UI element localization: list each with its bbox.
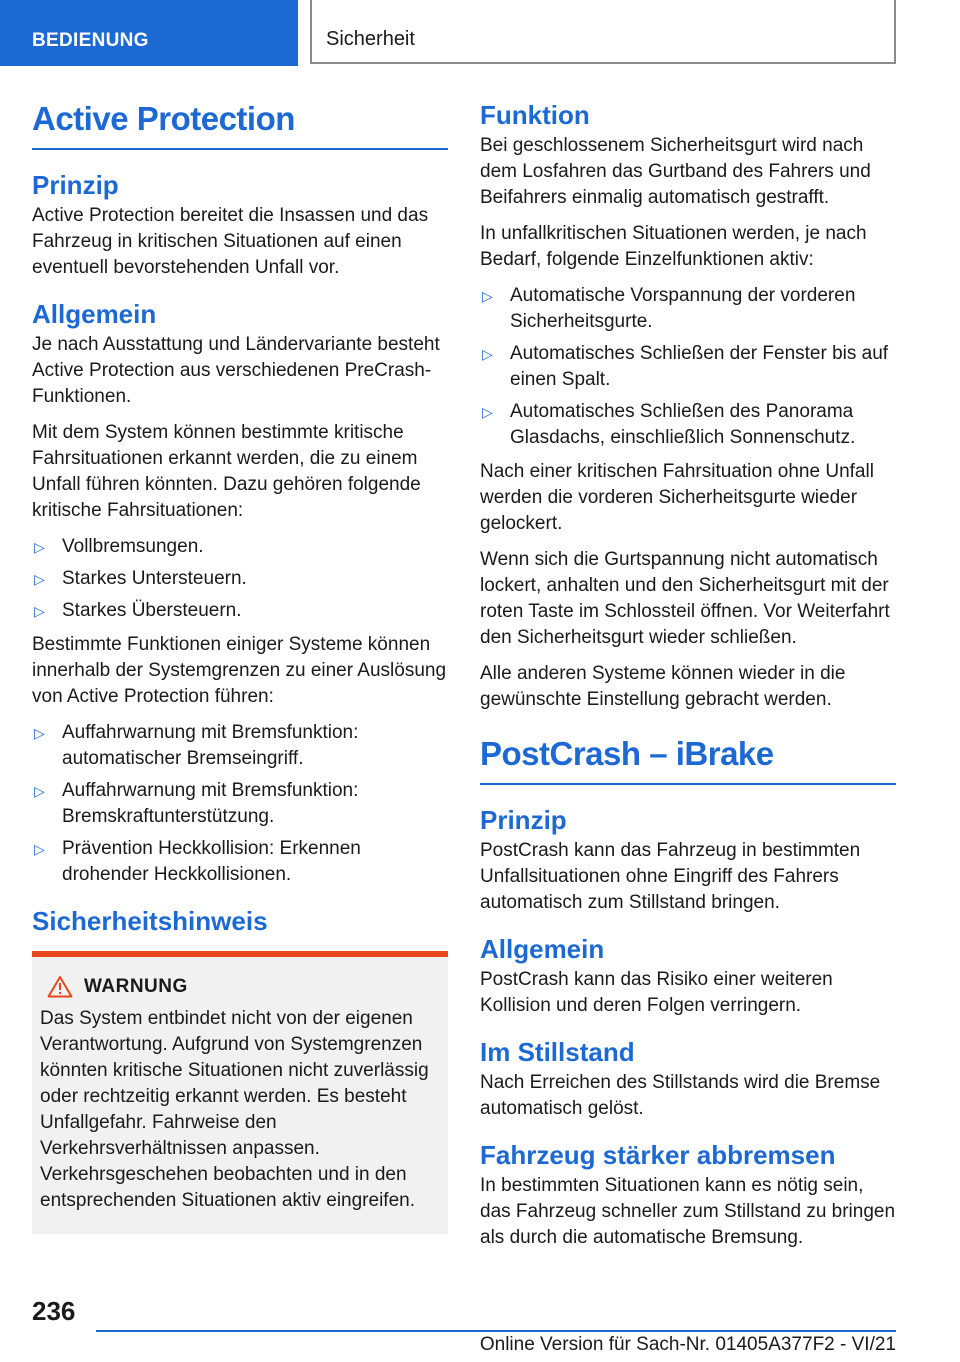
paragraph: Active Protection bereitet die Insassen und das Fahrzeug in kritischen Situationen auf einen eventuell bevorstehenden Unfall vor.	[32, 205, 429, 278]
list-item-text: Automatisches Schließen der Fenster bis auf einen Spalt.	[510, 343, 889, 390]
triangle-bullet-icon: ▷	[34, 603, 45, 619]
page-header	[0, 0, 960, 66]
heading-prinzip: Prinzip	[32, 170, 119, 200]
list-item-text: Automatisches Schließen des Panorama Glasdachs, einschließlich Sonnenschutz.	[510, 401, 856, 448]
section-staerker-abbremsen	[480, 1140, 896, 1251]
paragraph: In bestimmten Situationen kann es nötig sein, das Fahrzeug schneller zum Stillstand zu bringen als durch die automatische Bremsung.	[480, 1175, 896, 1248]
section-prinzip-postcrash	[480, 805, 896, 916]
list-item-text: Automatische Vorspannung der vorderen Sicherheitsgurte.	[510, 285, 856, 332]
paragraph: Alle anderen Systeme können wieder in die gewünschte Einstellung gebracht werden.	[480, 663, 846, 710]
heading-prinzip: Prinzip	[480, 805, 567, 835]
warning-header	[40, 975, 440, 998]
paragraph: Mit dem System können bestimmte kritische Fahrsituationen erkannt werden, die zu einem Unfall führen könnten. Dazu gehören folgende kritische Fahrsituationen:	[32, 422, 421, 521]
bullet-list	[32, 534, 448, 624]
chapter-title-postcrash-ibrake: PostCrash – iBrake	[480, 735, 896, 785]
list-item	[32, 566, 448, 592]
page-footer	[0, 1296, 960, 1362]
paragraph: Nach einer kritischen Fahrsituation ohne Unfall werden die vorderen Sicherheitsgurte wieder gelockert.	[480, 461, 874, 534]
section-allgemein-postcrash	[480, 934, 896, 1019]
list-item-text: Auffahrwarnung mit Bremsfunktion: automatischer Bremseingriff.	[62, 722, 359, 769]
right-column	[480, 100, 896, 1269]
triangle-bullet-icon: ▷	[34, 725, 45, 741]
heading-allgemein: Allgemein	[32, 299, 157, 329]
section-prinzip	[32, 170, 448, 281]
section-im-stillstand	[480, 1037, 896, 1122]
heading-im-stillstand: Im Stillstand	[480, 1037, 635, 1067]
bullet-list	[480, 283, 896, 451]
paragraph: Nach Erreichen des Stillstands wird die Bremse automatisch gelöst.	[480, 1072, 881, 1119]
chapter-tab: Sicherheit	[310, 0, 896, 64]
heading-staerker-abbremsen: Fahrzeug stärker abbremsen	[480, 1140, 836, 1170]
warning-box	[32, 951, 448, 1234]
list-item-text: Prävention Heckkollision: Erkennen drohender Heckkollisionen.	[62, 838, 361, 885]
online-version-note: Online Version für Sach-Nr. 01405A377F2 - VI/21	[479, 1334, 896, 1355]
list-item	[32, 836, 448, 888]
triangle-bullet-icon: ▷	[34, 783, 45, 799]
list-item	[480, 399, 896, 451]
triangle-bullet-icon: ▷	[482, 346, 493, 362]
page-number: 236	[32, 1296, 76, 1326]
paragraph: Bei geschlossenem Sicherheitsgurt wird nach dem Losfahren das Gurtband des Fahrers und Beifahrers einmalig automatisch gestrafft.	[480, 135, 871, 208]
list-item	[32, 598, 448, 624]
triangle-bullet-icon: ▷	[34, 571, 45, 587]
warning-triangle-icon	[40, 975, 80, 998]
paragraph: Bestimmte Funktionen einiger Systeme können innerhalb der Systemgrenzen zu einer Auslösung von Active Protection führen:	[32, 634, 447, 707]
triangle-bullet-icon: ▷	[34, 841, 45, 857]
list-item-text: Vollbremsungen.	[62, 536, 204, 557]
section-funktion	[480, 100, 896, 713]
triangle-bullet-icon: ▷	[34, 539, 45, 555]
left-column	[32, 100, 448, 1252]
heading-allgemein: Allgemein	[480, 934, 605, 964]
paragraph: Je nach Ausstattung und Ländervariante besteht Active Protection aus verschiedenen PreCrash-Funktionen.	[32, 334, 440, 407]
list-item-text: Starkes Untersteuern.	[62, 568, 247, 589]
warning-title: WARNUNG	[84, 975, 188, 997]
list-item-text: Auffahrwarnung mit Bremsfunktion: Bremskraftunterstützung.	[62, 780, 359, 827]
triangle-bullet-icon: ▷	[482, 288, 493, 304]
chapter-title-active-protection: Active Protection	[32, 100, 448, 150]
section-tab: BEDIENUNG	[0, 0, 298, 66]
section-sicherheitshinweis	[32, 906, 448, 1234]
list-item	[32, 534, 448, 560]
paragraph: PostCrash kann das Risiko einer weiteren Kollision und deren Folgen verringern.	[480, 969, 833, 1016]
heading-funktion: Funktion	[480, 100, 590, 130]
bullet-list	[32, 720, 448, 888]
paragraph: Wenn sich die Gurtspannung nicht automatisch lockert, anhalten und den Sicherheitsgurt mit der roten Taste im Schlossteil öffnen. Vor Weiterfahrt den Sicherheitsgurt wieder schließen.	[480, 549, 890, 648]
footer-divider	[96, 1330, 896, 1332]
section-allgemein	[32, 299, 448, 888]
list-item	[480, 283, 896, 335]
list-item-text: Starkes Übersteuern.	[62, 600, 242, 621]
list-item	[32, 778, 448, 830]
warning-text: Das System entbindet nicht von der eigenen Verantwortung. Aufgrund von Systemgrenzen könnten kritische Situationen nicht zuverlässig oder rechtzeitig erkannt werden. Es besteht Unfallgefahr. Fahrweise den Verkehrsverhältnissen anpassen. Verkehrsgeschehen beobachten und in den entsprechenden Situationen aktiv eingreifen.	[40, 1008, 429, 1211]
paragraph: In unfallkritischen Situationen werden, je nach Bedarf, folgende Einzelfunktionen aktiv:	[480, 223, 867, 270]
heading-sicherheitshinweis: Sicherheitshinweis	[32, 906, 268, 936]
triangle-bullet-icon: ▷	[482, 404, 493, 420]
list-item	[32, 720, 448, 772]
paragraph: PostCrash kann das Fahrzeug in bestimmten Unfallsituationen ohne Eingriff des Fahrers automatisch zum Stillstand bringen.	[480, 840, 861, 913]
list-item	[480, 341, 896, 393]
